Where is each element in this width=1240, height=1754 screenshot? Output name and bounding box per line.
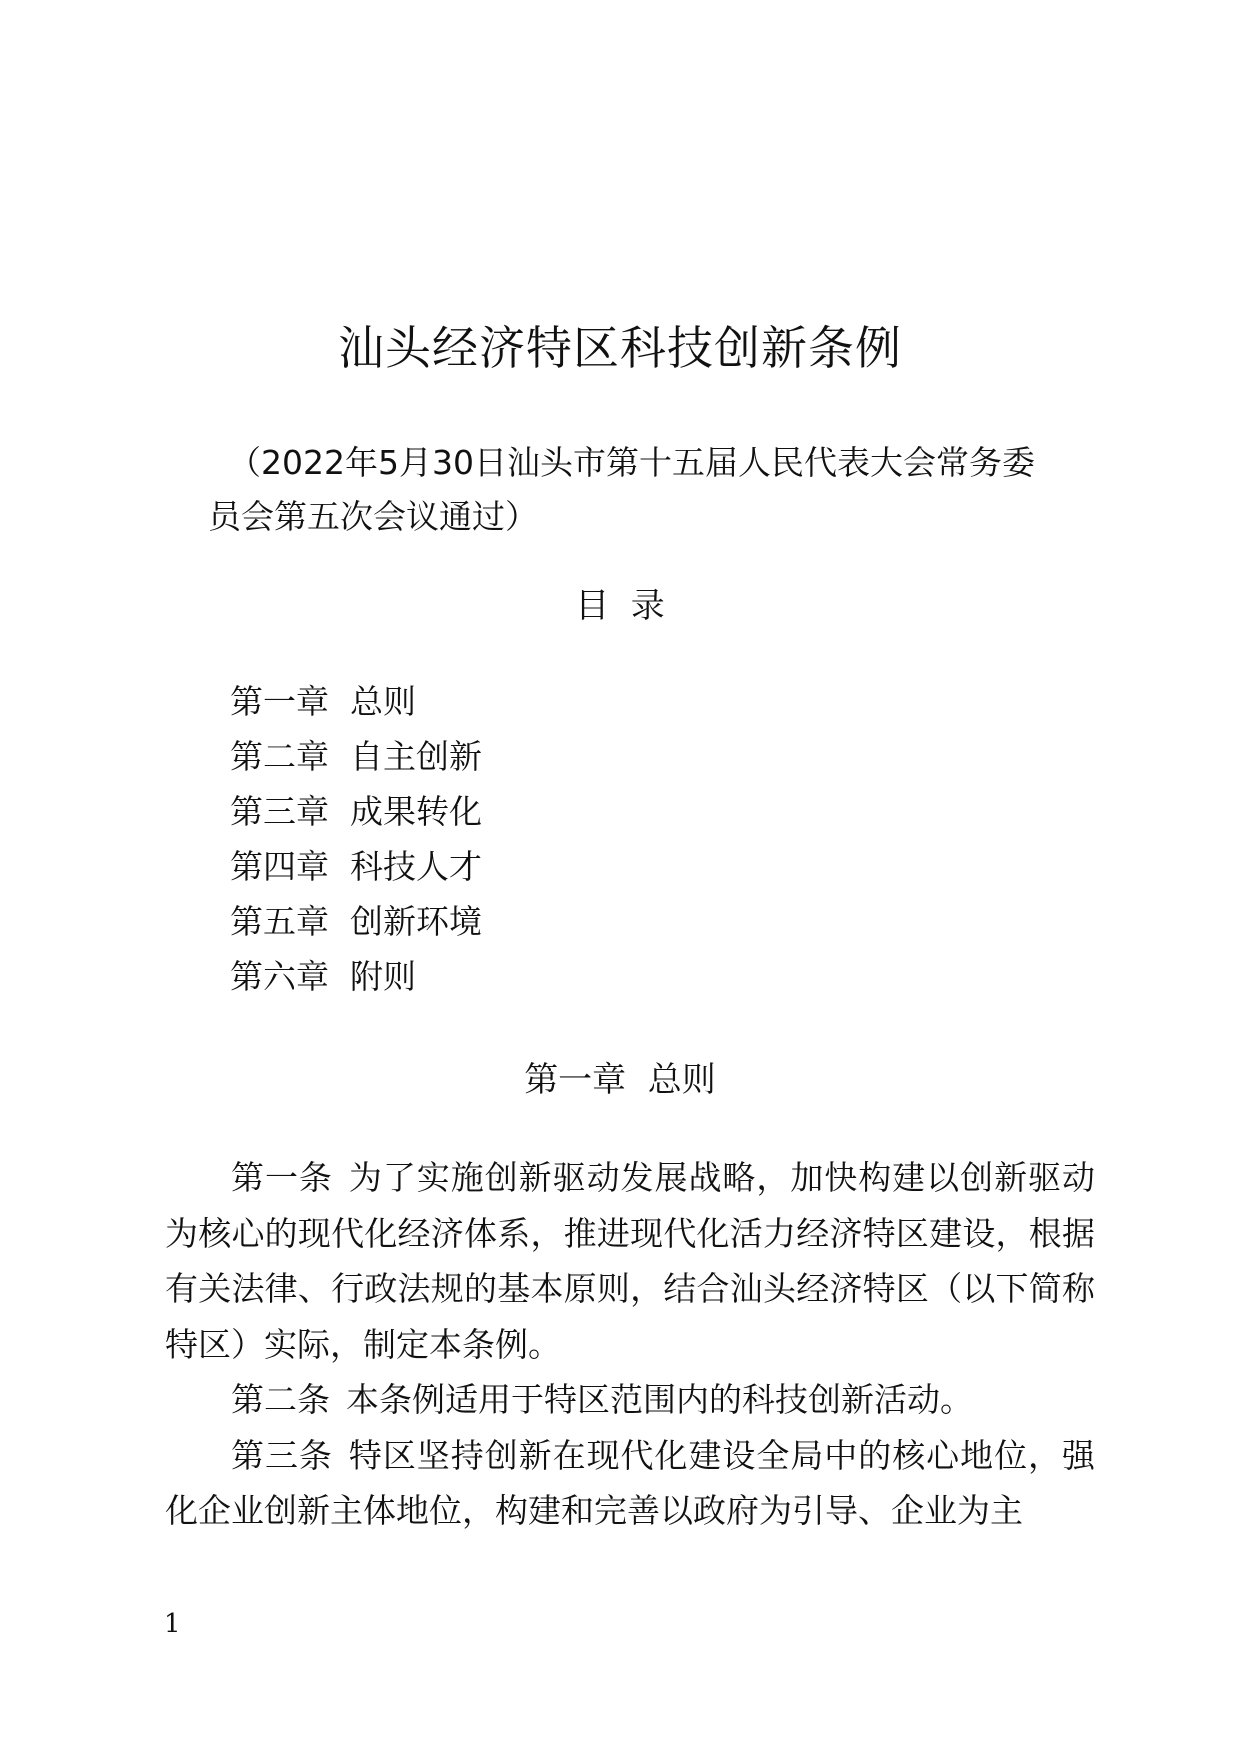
toc-item xyxy=(230,949,482,1004)
toc-chapter-number: 第一章 xyxy=(230,682,329,721)
toc-chapter-number: 第四章 xyxy=(230,847,329,886)
chapter-body xyxy=(165,1150,1095,1539)
adoption-note-line-2: 员会第五次会议通过） xyxy=(208,497,538,536)
article-text: 特区坚持创新在现代化建设全局中的核心地位，强化企业创新主体地位，构建和完善以政府为引导、企业为主 xyxy=(165,1435,1095,1530)
toc-chapter-name: 自主创新 xyxy=(350,737,482,776)
toc-chapter-name: 附则 xyxy=(350,957,416,996)
article-number: 第一条 xyxy=(231,1158,333,1197)
toc-chapter-number: 第五章 xyxy=(230,902,329,941)
toc-item xyxy=(230,729,482,784)
toc-chapter-name: 成果转化 xyxy=(350,792,482,831)
article-paragraph xyxy=(165,1150,1095,1372)
chapter-heading-text: 第一章 总则 xyxy=(524,1060,716,1100)
toc-chapter-name: 总则 xyxy=(350,682,416,721)
toc-chapter-name: 创新环境 xyxy=(350,902,482,941)
article-number: 第三条 xyxy=(231,1435,333,1475)
article-paragraph xyxy=(165,1428,1095,1539)
adoption-note xyxy=(208,436,1068,544)
toc-heading xyxy=(0,578,1240,634)
article-text: 为了实施创新驱动发展战略，加快构建以创新驱动为核心的现代化经济体系，推进现代化活力经济特区建设，根据有关法律、行政法规的基本原则，结合汕头经济特区（以下简称特区）实际，制定本条例。 xyxy=(165,1158,1095,1364)
toc-item xyxy=(230,674,482,729)
table-of-contents xyxy=(230,674,482,1004)
toc-chapter-number: 第三章 xyxy=(230,792,329,831)
page-number: 1 xyxy=(164,1609,181,1639)
toc-heading-text: 目 录 xyxy=(575,586,665,626)
toc-chapter-number: 第二章 xyxy=(230,737,329,776)
document-title: 汕头经济特区科技创新条例 xyxy=(338,321,902,375)
adoption-note-line-1: （2022年5月30日汕头市第十五届人民代表大会常务委 xyxy=(228,443,1035,482)
toc-chapter-number: 第六章 xyxy=(230,957,329,996)
toc-item xyxy=(230,784,482,839)
toc-item xyxy=(230,894,482,949)
article-text: 本条例适用于特区范围内的科技创新活动。 xyxy=(346,1380,973,1419)
chapter-heading xyxy=(0,1052,1240,1108)
toc-chapter-name: 科技人才 xyxy=(350,847,482,886)
toc-item xyxy=(230,839,482,894)
article-number: 第二条 xyxy=(231,1380,330,1419)
article-paragraph xyxy=(165,1372,1095,1428)
